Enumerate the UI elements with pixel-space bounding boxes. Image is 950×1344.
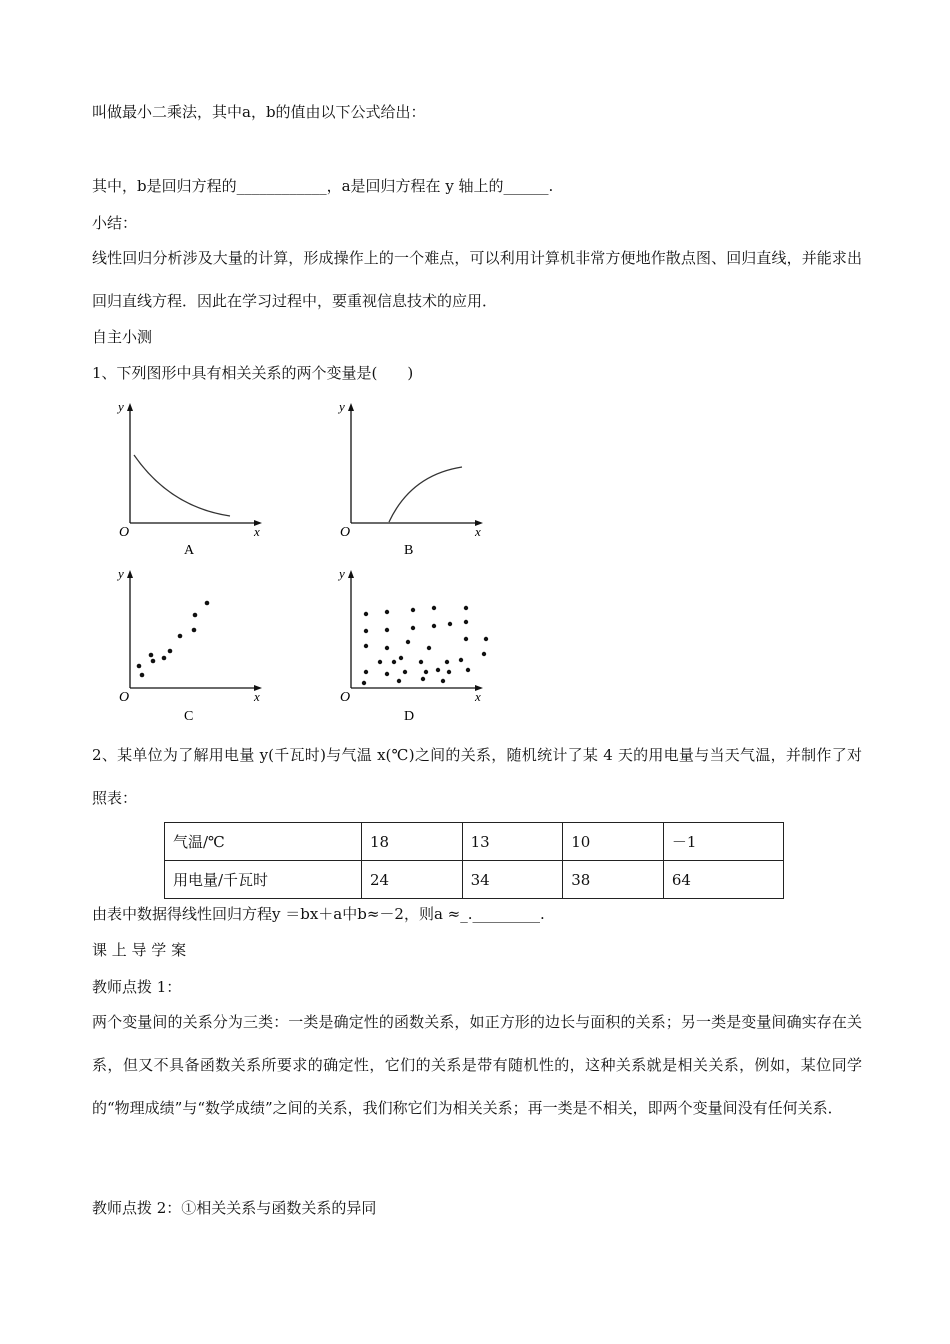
figure-label-d: D xyxy=(404,709,415,724)
table-row xyxy=(165,823,784,861)
point xyxy=(140,673,145,678)
table-cell: 38 xyxy=(563,861,664,899)
point xyxy=(403,670,407,674)
point xyxy=(192,628,197,633)
text-least-squares: 叫做最小二乘法，其中a，b的值由以下公式给出： xyxy=(92,103,426,121)
table-cell: 34 xyxy=(462,861,563,899)
point xyxy=(178,634,183,639)
point xyxy=(464,606,468,610)
point xyxy=(459,658,463,662)
point xyxy=(399,656,403,660)
point xyxy=(448,622,452,626)
point xyxy=(482,652,486,656)
table-cell: 18 xyxy=(362,823,463,861)
y-label: y xyxy=(118,399,124,414)
origin-label: O xyxy=(340,690,351,705)
point xyxy=(445,660,449,664)
x-label: x xyxy=(475,689,481,704)
point xyxy=(411,626,415,630)
point xyxy=(447,670,451,674)
point xyxy=(137,664,142,669)
point xyxy=(441,679,445,683)
point xyxy=(419,660,423,664)
point xyxy=(421,677,425,681)
y-label: y xyxy=(339,566,345,581)
text-regression-blanks: 其中，b是回归方程的____________，a是回归方程在 y 轴上的______. xyxy=(92,177,554,195)
x-label: x xyxy=(254,689,260,704)
point xyxy=(392,660,396,664)
point xyxy=(464,620,468,624)
point xyxy=(484,637,488,641)
table-cell: 13 xyxy=(462,823,563,861)
increasing-curve xyxy=(389,467,462,522)
row-header-temperature: 气温/℃ xyxy=(165,823,362,861)
point xyxy=(378,660,382,664)
y-arrow xyxy=(127,403,133,411)
decreasing-curve xyxy=(134,455,230,516)
figure-label-a: A xyxy=(184,543,195,558)
point xyxy=(168,649,173,654)
table-cell: 10 xyxy=(563,823,664,861)
teacher-tip-2: 教师点拨 2：①相关关系与函数关系的异同 xyxy=(92,1199,377,1217)
temperature-power-table xyxy=(164,822,784,899)
point xyxy=(162,656,167,661)
table-cell: 24 xyxy=(362,861,463,899)
point xyxy=(364,612,368,616)
y-label: y xyxy=(118,566,124,581)
y-arrow xyxy=(348,570,354,578)
point xyxy=(411,608,415,612)
scatter-points-c xyxy=(137,601,210,678)
point xyxy=(424,670,428,674)
point xyxy=(427,646,431,650)
y-label: y xyxy=(339,399,345,414)
table-row xyxy=(165,861,784,899)
table-cell: 64 xyxy=(663,861,783,899)
point xyxy=(205,601,210,606)
x-label: x xyxy=(254,524,260,539)
figure-d xyxy=(331,562,496,727)
figure-c xyxy=(110,562,270,727)
point xyxy=(436,668,440,672)
figure-b xyxy=(331,395,491,560)
point xyxy=(466,668,470,672)
origin-label: O xyxy=(119,690,130,705)
point xyxy=(151,659,156,664)
x-label: x xyxy=(475,524,481,539)
teacher-tip-1-body: 两个变量间的关系分为三类：一类是确定性的函数关系，如正方形的边长与面积的关系；另一类是变量间确实存在关系，但又不具备函数关系所要求的确定性，它们的关系是带有随机性的，这种关系就是相关关系，例如，某位同学的“物理成绩”与“数学成绩”之间的关系，我们称它们为相关关系；再一类是不相关，即两个变量间没有任何关系． xyxy=(92,1013,862,1117)
question-1: 1、下列图形中具有相关关系的两个变量是( ) xyxy=(92,364,414,382)
figure-label-b: B xyxy=(404,543,414,558)
point xyxy=(385,646,389,650)
point xyxy=(385,610,389,614)
point xyxy=(364,670,368,674)
scatter-points-d xyxy=(362,606,488,685)
figure-a xyxy=(110,395,270,560)
point xyxy=(397,679,401,683)
point xyxy=(464,637,468,641)
point xyxy=(432,606,436,610)
row-header-power: 用电量/千瓦时 xyxy=(165,861,362,899)
teacher-tip-1-heading: 教师点拨 1： xyxy=(92,978,182,996)
point xyxy=(362,681,366,685)
point xyxy=(432,624,436,628)
origin-label: O xyxy=(340,525,351,540)
table-cell: －1 xyxy=(663,823,783,861)
point xyxy=(193,613,198,618)
point xyxy=(364,629,368,633)
question-2-answer-line: 由表中数据得线性回归方程y ＝bx＋a中b≈－2，则a ≈_._________. xyxy=(92,905,545,923)
summary-paragraph: 线性回归分析涉及大量的计算，形成操作上的一个难点，可以利用计算机非常方便地作散点图、回归直线，并能求出回归直线方程．因此在学习过程中，要重视信息技术的应用． xyxy=(92,249,862,310)
y-arrow xyxy=(127,570,133,578)
class-guide-heading: 课 上 导 学 案 xyxy=(92,941,187,959)
question-2: 2、某单位为了解用电量 y(千瓦时)与气温 x(℃)之间的关系，随机统计了某 4 天的用电量与当天气温，并制作了对照表： xyxy=(92,746,862,807)
y-arrow xyxy=(348,403,354,411)
self-test-heading: 自主小测 xyxy=(92,328,153,346)
point xyxy=(149,653,154,658)
point xyxy=(406,640,410,644)
point xyxy=(385,628,389,632)
point xyxy=(364,644,368,648)
figure-label-c: C xyxy=(184,709,194,724)
origin-label: O xyxy=(119,525,130,540)
point xyxy=(385,672,389,676)
summary-heading: 小结： xyxy=(92,214,138,232)
